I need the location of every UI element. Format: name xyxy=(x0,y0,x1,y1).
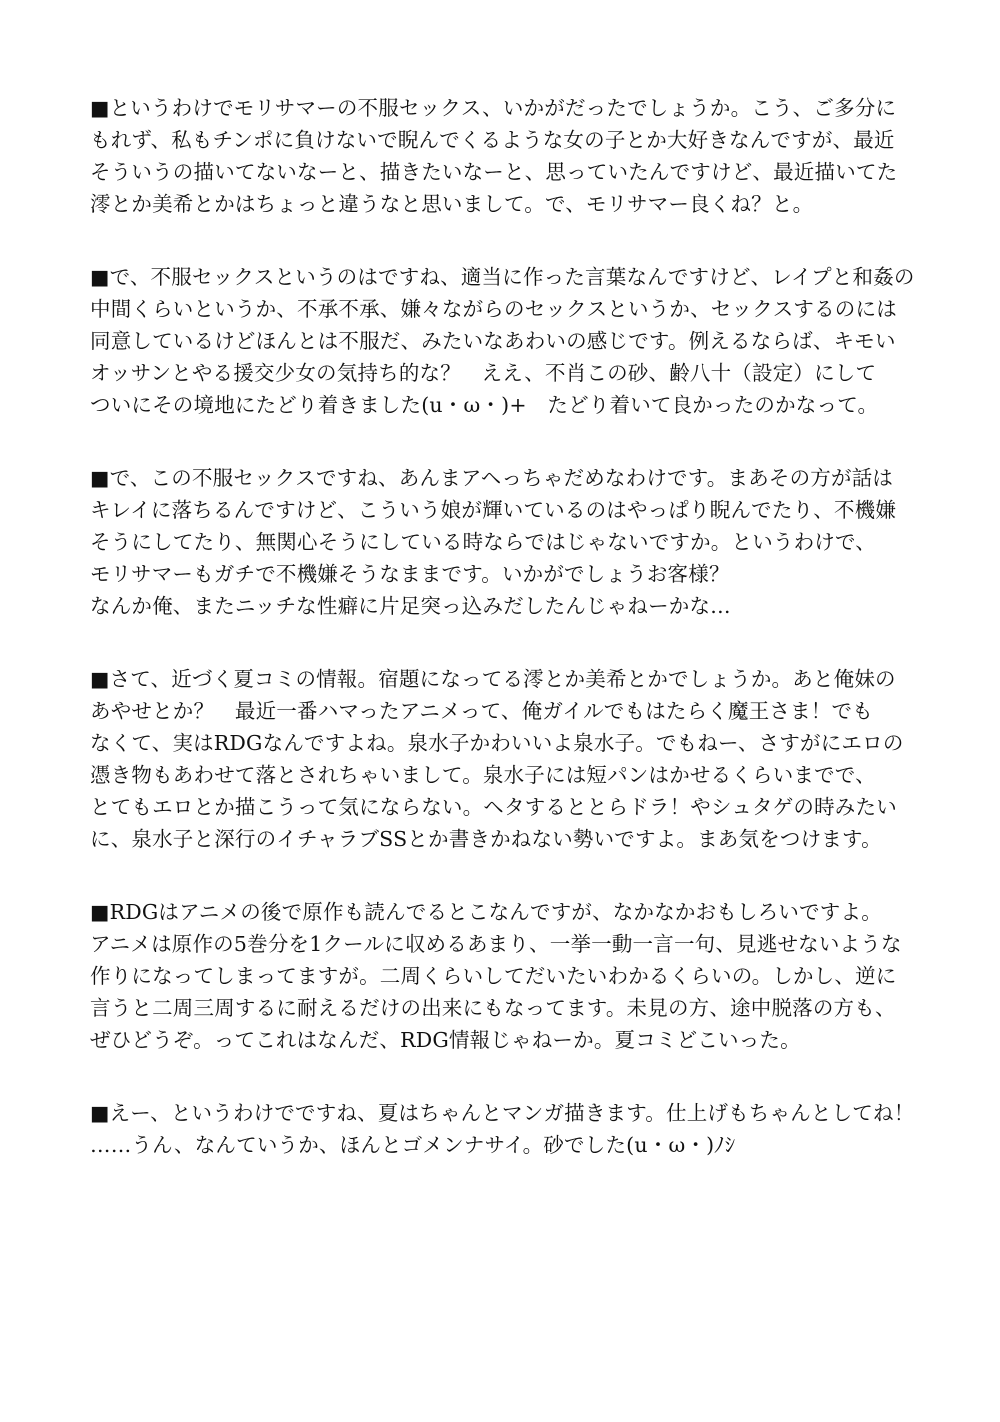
paragraph xyxy=(90,462,930,622)
text-line: 作りになってしまってますが。二周くらいしてだいたいわかるくらいの。しかし、逆に xyxy=(90,964,897,988)
text-line: ■で、この不服セックスですね、あんまアヘっちゃだめなわけです。まあその方が話は xyxy=(90,466,894,490)
text-line: 中間くらいというか、不承不承、嫌々ながらのセックスというか、セックスするのには xyxy=(90,297,897,321)
text-line: なんか俺、またニッチな性癖に片足突っ込みだしたんじゃねーかな… xyxy=(90,594,731,618)
text-line: そうにしてたり、無関心そうにしている時ならではじゃないですか。というわけで、 xyxy=(90,530,876,554)
text-line: ■というわけでモリサマーの不服セックス、いかがだったでしょうか。こう、ご多分に xyxy=(90,96,897,120)
text-line: ついにその境地にたどり着きました(u・ω・)+ たどり着いて良かったのかなって。 xyxy=(90,393,879,417)
paragraph xyxy=(90,92,930,220)
text-line: 憑き物もあわせて落とされちゃいまして。泉水子には短パンはかせるくらいまでで、 xyxy=(90,763,876,787)
text-line: 言うと二周三周するに耐えるだけの出来にもなってます。未見の方、途中脱落の方も、 xyxy=(90,996,896,1020)
afterword-text xyxy=(90,92,930,1202)
text-line: オッサンとやる援交少女の気持ち的な？ ええ、不肖この砂、齢八十（設定）にして xyxy=(90,361,877,385)
text-line: ■えー、というわけでですね、夏はちゃんとマンガ描きます。仕上げもちゃんとしてね！ xyxy=(90,1101,915,1125)
paragraph xyxy=(90,663,930,855)
text-line: 同意しているけどほんとは不服だ、みたいなあわいの感じです。例えるならば、キモい xyxy=(90,329,896,353)
text-line: ■RDGはアニメの後で原作も読んでるとこなんですが、なかなかおもしろいですよ。 xyxy=(90,900,882,924)
text-line: とてもエロとか描こうって気にならない。ヘタするととらドラ！やシュタゲの時みたい xyxy=(90,795,897,819)
text-line: ■で、不服セックスというのはですね、適当に作った言葉なんですけど、レイプと和姦の xyxy=(90,265,915,289)
text-line: キレイに落ちるんですけど、こういう娘が輝いているのはやっぱり睨んでたり、不機嫌 xyxy=(90,498,897,522)
text-line: そういうの描いてないなーと、描きたいなーと、思っていたんですけど、最近描いてた xyxy=(90,160,898,184)
text-line: モリサマーもガチで不機嫌そうなままです。いかがでしょうお客様？ xyxy=(90,562,730,586)
text-line: アニメは原作の5巻分を1クールに収めるあまり、一挙一動一言一句、見逃せないような xyxy=(90,932,902,956)
paragraph xyxy=(90,261,930,421)
text-line: ■さて、近づく夏コミの情報。宿題になってる澪とか美希とかでしょうか。あと俺妹の xyxy=(90,667,896,691)
text-line: もれず、私もチンポに負けないで睨んでくるような女の子とか大好きなんですが、最近 xyxy=(90,128,895,152)
paragraph xyxy=(90,896,930,1056)
text-line: ……うん、なんていうか、ほんとゴメンナサイ。砂でした(u・ω・)ﾉｼ xyxy=(90,1133,736,1157)
text-line: ぜひどうぞ。ってこれはなんだ、RDG情報じゃねーか。夏コミどこいった。 xyxy=(90,1028,801,1052)
paragraph xyxy=(90,1097,930,1161)
text-line: なくて、実はRDGなんですよね。泉水子かわいいよ泉水子。でもねー、さすがにエロの xyxy=(90,731,904,755)
text-line: に、泉水子と深行のイチャラブSSとか書きかねない勢いですよ。まあ気をつけます。 xyxy=(90,827,882,851)
text-line: 澪とか美希とかはちょっと違うなと思いまして。で、モリサマー良くね？と。 xyxy=(90,192,814,216)
text-line: あやせとか？ 最近一番ハマったアニメって、俺ガイルでもはたらく魔王さま！でも xyxy=(90,699,873,723)
